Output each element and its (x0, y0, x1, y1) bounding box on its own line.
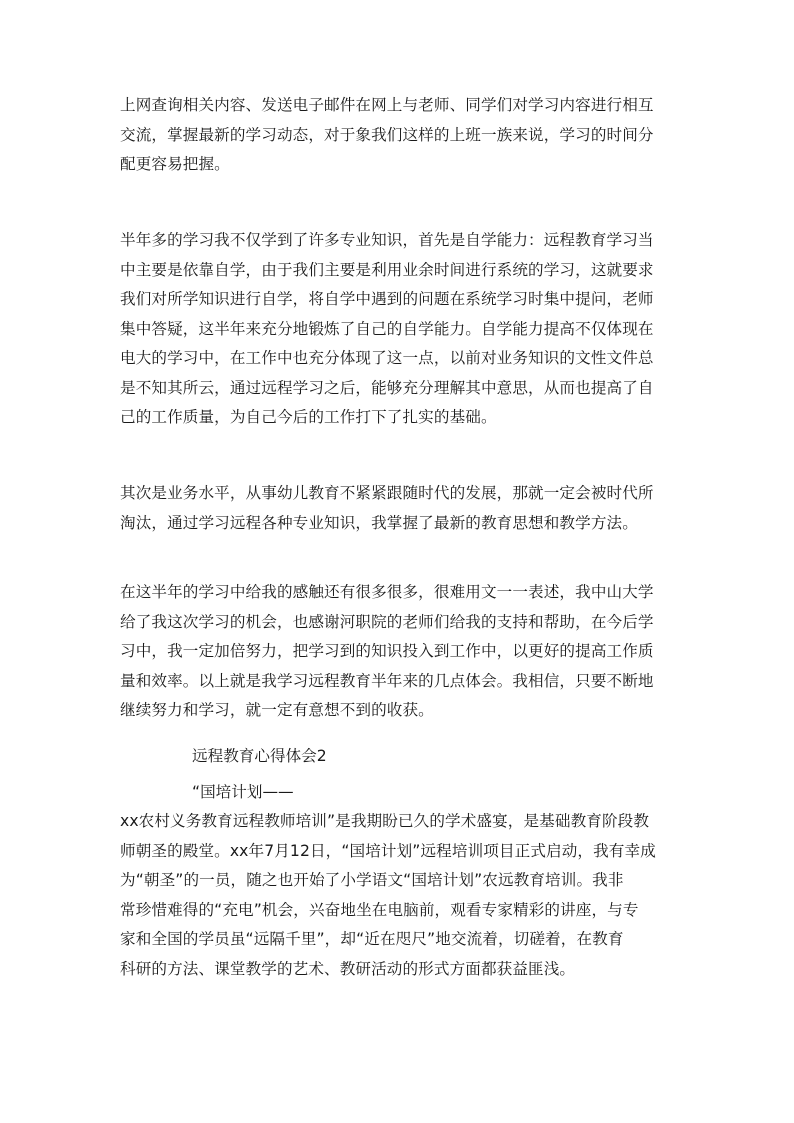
paragraph-line: 集中答疑，这半年来充分地锻炼了自己的自学能力。自学能力提高不仅体现在 (120, 319, 654, 338)
paragraph-line: 给了我这次学习的机会，也感谢河职院的老师们给我的支持和帮助，在今后学 (120, 612, 654, 631)
paragraph-line: 电大的学习中，在工作中也充分体现了这一点，以前对业务知识的文性文件总 (120, 349, 654, 367)
paragraph-line: 家和全国的学员虽“远隔千里”，却“近在咫尺”地交流着，切磋着，在教育 (120, 930, 624, 948)
paragraph-line: 是不知其所云，通过远程学习之后，能够充分理解其中意思，从而也提高了自 (120, 378, 654, 397)
paragraph-line: 继续努力和学习，就一定有意想不到的收获。 (120, 701, 434, 719)
paragraph-line: 上网查询相关内容、发送电子邮件在网上与老师、同学们对学习内容进行相互 (120, 96, 654, 114)
paragraph-line: 中主要是依靠自学，由于我们主要是利用业余时间进行系统的学习，这就要求 (120, 260, 654, 279)
paragraph-line: 半年多的学习我不仅学到了许多专业知识，首先是自学能力：远程教育学习当 (120, 231, 654, 249)
paragraph-self-study (120, 226, 680, 433)
section-title: 远程教育心得体会2 (192, 747, 327, 765)
paragraph-line: 交流，掌握最新的学习动态，对于象我们这样的上班一族来说，学习的时间分 (120, 125, 654, 144)
paragraph-line: 师朝圣的殿堂。xx年7月12日，“国培计划”远程培训项目正式启动，我有幸成 (120, 841, 656, 860)
paragraph-professional-level (120, 479, 680, 538)
paragraph-line: 配更容易把握。 (120, 155, 230, 173)
paragraph-online-learning (120, 91, 680, 180)
quote-heading: “国培计划—— (192, 783, 294, 801)
paragraph-line: 常珍惜难得的“充电”机会，兴奋地坐在电脑前，观看专家精彩的讲座，与专 (120, 900, 639, 919)
paragraph-line: 我们对所学知识进行自学，将自学中遇到的问题在系统学习时集中提问，老师 (120, 290, 654, 308)
paragraph-line: 淘汰，通过学习远程各种专业知识，我掌握了最新的教育思想和教学方法。 (120, 513, 638, 532)
paragraph-line: 科研的方法、课堂教学的艺术、教研活动的形式方面都获益匪浅。 (120, 959, 576, 978)
paragraph-training-program (120, 807, 680, 984)
paragraph-line: 习中，我一定加倍努力，把学习到的知识投入到工作中，以更好的提高工作质 (120, 642, 654, 660)
paragraph-gratitude (120, 578, 680, 726)
paragraph-line: 量和效率。以上就是我学习远程教育半年来的几点体会。我相信，只要不断地 (120, 671, 654, 690)
paragraph-line: 在这半年的学习中给我的感触还有很多很多，很难用文一一表述，我中山大学 (120, 583, 654, 601)
paragraph-line: xx农村义务教育远程教师培训”是我期盼已久的学术盛宴，是基础教育阶段教 (120, 812, 650, 830)
paragraph-line: 为“朝圣”的一员，随之也开始了小学语文“国培计划”农远教育培训。我非 (120, 871, 624, 889)
paragraph-line: 其次是业务水平，从事幼儿教育不紧紧跟随时代的发展，那就一定会被时代所 (120, 484, 654, 502)
paragraph-line: 己的工作质量，为自己今后的工作打下了扎实的基础。 (120, 408, 497, 426)
